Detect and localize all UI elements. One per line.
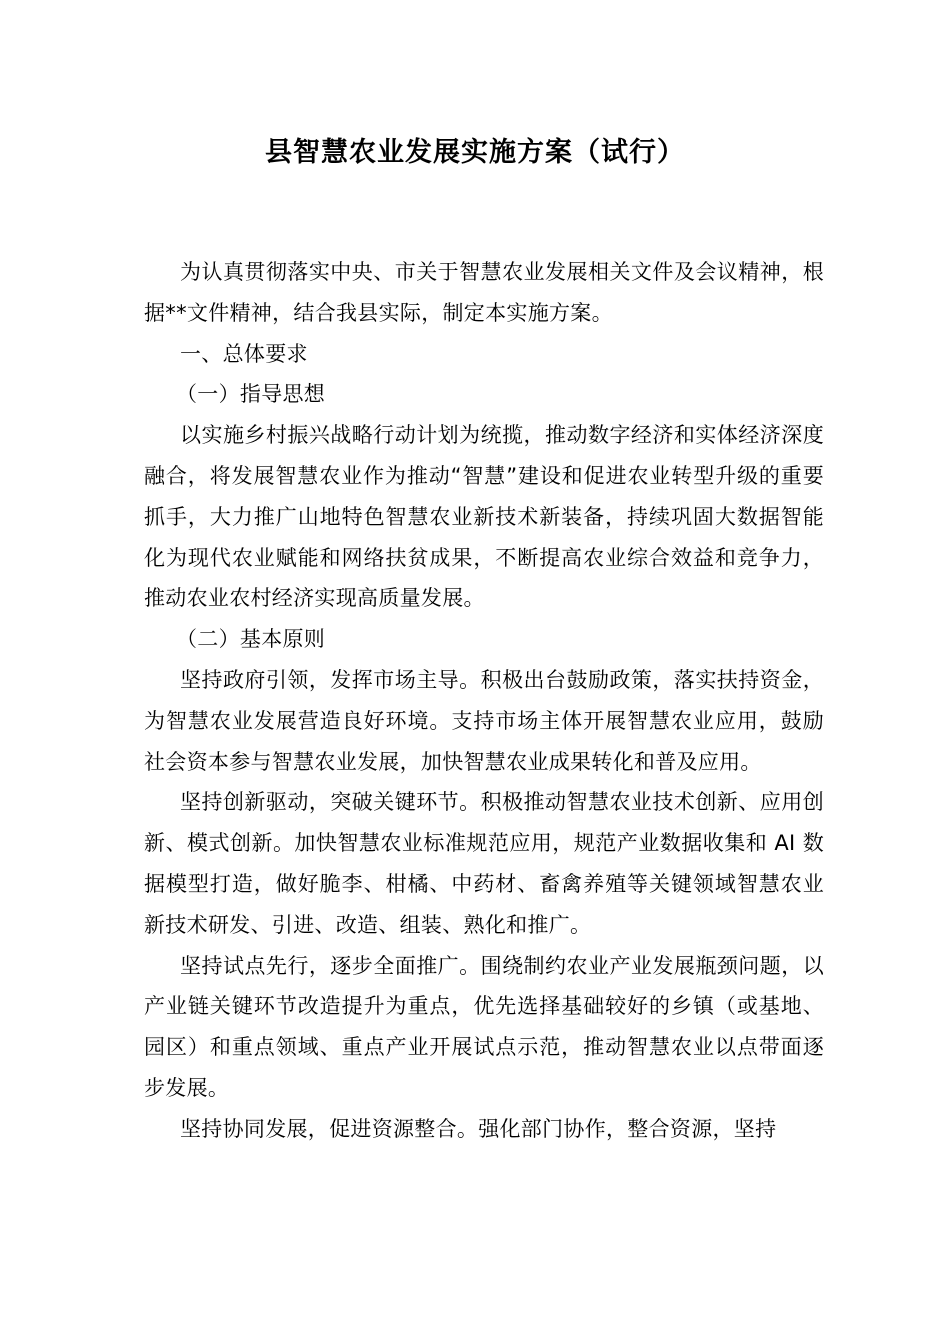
paragraph-guiding-ideology: 以实施乡村振兴战略行动计划为统揽，推动数字经济和实体经济深度融合，将发展智慧农业作为推动“智慧”建设和促进农业转型升级的重要抓手，大力推广山地特色智慧农业新技术新装备，持续巩固大数据智能化为现代农业赋能和网络扶贫成果，不断提高农业综合效益和竞争力，推动农业农村经济实现高质量发展。 xyxy=(144,423,824,611)
paragraph-principle-innovation: 坚持创新驱动，突破关键环节。积极推动智慧农业技术创新、应用创新、模式创新。加快智慧农业标准规范应用，规范产业数据收集和 AI 数据模型打造，做好脆李、柑橘、中药材、畜禽养殖等关键领域智慧农业新技术研发、引进、改造、组装、熟化和推广。 xyxy=(144,790,824,937)
subsection-heading-guiding-ideology: （一）指导思想 xyxy=(176,382,326,407)
paragraph-principle-government-guidance: 坚持政府引领，发挥市场主导。积极出台鼓励政策，落实扶持资金，为智慧农业发展营造良好环境。支持市场主体开展智慧农业应用，鼓励社会资本参与智慧农业发展，加快智慧农业成果转化和普及应用。 xyxy=(144,667,824,774)
paragraph-principle-coordination: 坚持协同发展，促进资源整合。强化部门协作，整合资源，坚持 xyxy=(180,1116,777,1141)
document-title: 县智慧农业发展实施方案（试行） xyxy=(265,137,685,168)
subsection-heading-basic-principles: （二）基本原则 xyxy=(176,627,326,652)
document-body xyxy=(144,252,824,1150)
section-heading-general-requirements: 一、总体要求 xyxy=(180,341,308,366)
paragraph-intro: 为认真贯彻落实中央、市关于智慧农业发展相关文件及会议精神，根据**文件精神，结合我县实际，制定本实施方案。 xyxy=(144,260,824,325)
paragraph-principle-pilot-first: 坚持试点先行，逐步全面推广。围绕制约农业产业发展瓶颈问题，以产业链关键环节改造提升为重点，优先选择基础较好的乡镇（或基地、园区）和重点领域、重点产业开展试点示范，推动智慧农业以点带面逐步发展。 xyxy=(144,953,824,1100)
